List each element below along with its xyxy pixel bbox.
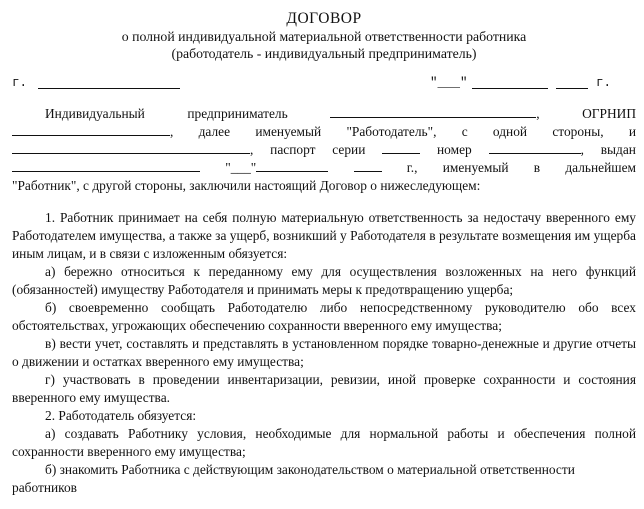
year-suffix: г. (596, 76, 612, 90)
document-subtitle-1: о полной индивидуальной материальной ответственности работника (121, 29, 527, 44)
clause-2a: а) создавать Работнику условия, необходимые для нормальной работы и обеспечения полной сохранности вверенного ему имущества; (12, 426, 636, 459)
preamble (12, 105, 636, 195)
clause-1: 1. Работник принимает на себя полную материальную ответственность за недостачу вверенного ему Работодателем имущества, а также за ущерб, возникший у Работодателя в результате возмещения им ущерба иным лицам, и в связи с изложенным обязуется: (12, 210, 636, 261)
clause-1a: а) бережно относиться к переданному ему для осуществления возложенных на него функций (обязанностей) имуществу Работодателя и принимать меры к предотвращению ущерба; (12, 264, 636, 297)
preamble-line-3: , паспорт серии номер , выдан (12, 141, 636, 159)
date-day: "___" (430, 76, 468, 90)
preamble-line-2: , далее именуемый "Работодатель", с одной стороны, и (12, 123, 636, 141)
document-subtitle-2: (работодатель - индивидуальный предприниматель) (171, 46, 477, 61)
clauses (12, 209, 636, 495)
clause-1d: г) участвовать в проведении инвентаризации, ревизии, иной проверке сохранности и состояния вверенного ему имущества. (12, 372, 636, 405)
clause-1c: в) вести учет, составлять и представлять в установленном порядке товарно-денежные и другие отчеты о движении и остатках вверенного ему имущества; (12, 336, 636, 369)
clause-2: 2. Работодатель обязуется: (45, 408, 197, 423)
place-date-row (12, 76, 636, 93)
preamble-line-4: "___" г., именуемый в дальнейшем (12, 159, 636, 177)
date-year-blank (556, 76, 588, 93)
city-blank (38, 76, 180, 93)
contract-document (12, 0, 637, 495)
date-month-blank (472, 76, 548, 93)
document-title: ДОГОВОР (286, 10, 362, 27)
preamble-line-1: Индивидуальный предприниматель , ОГРНИП (45, 106, 636, 121)
clause-1b: б) своевременно сообщать Работодателю либо непосредственному руководителю обо всех обстоятельствах, угрожающих обеспечению сохранности вверенного ему имущества; (12, 300, 636, 333)
preamble-line-5: "Работник", с другой стороны, заключили настоящий Договор о нижеследующем: (12, 178, 481, 193)
city-prefix: г. (12, 76, 28, 90)
clause-2b: б) знакомить Работника с действующим законодательством о материальной ответственности работников (12, 462, 575, 495)
